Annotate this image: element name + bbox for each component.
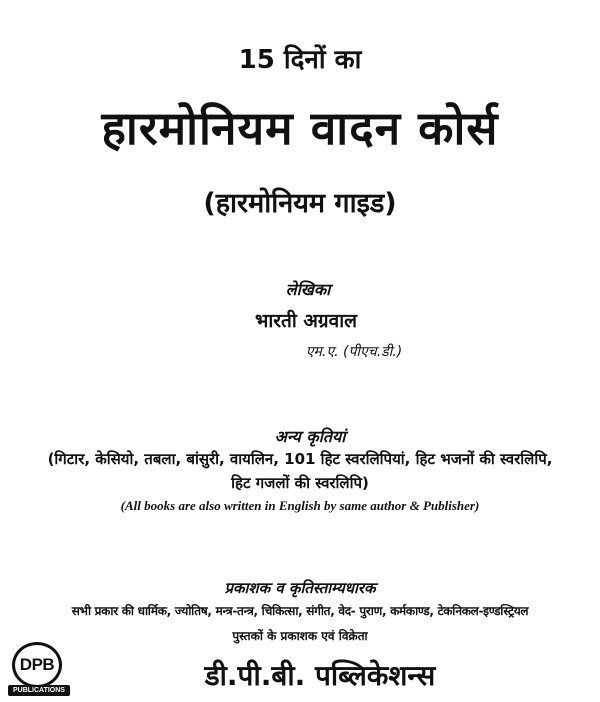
book-guide-subtitle: (हारमोनियम गाइड) bbox=[203, 188, 397, 219]
other-works-label: अन्य कृतियां bbox=[274, 427, 346, 446]
logo-circle bbox=[12, 642, 62, 688]
publisher-label: प्रकाशक व कृतिस्ताम्यधारक bbox=[224, 579, 376, 597]
other-works-line-2: हिट गजलों की स्वरलिपि) bbox=[231, 474, 369, 492]
english-edition-note: (All books are also written in English by same author & Publisher) bbox=[120, 498, 480, 513]
book-title: हारमोनियम वादन कोर्स bbox=[101, 101, 499, 155]
publisher-description-2: पुस्तकों के प्रकाशक एवं विक्रेता bbox=[232, 629, 368, 643]
logo-subtext: PUBLICATIONS bbox=[8, 685, 70, 696]
cover-subtitle: 15 दिनों का bbox=[238, 45, 362, 75]
author-name: भारती अग्रवाल bbox=[254, 310, 357, 332]
publisher-description: सभी प्रकार की धार्मिक, ज्योतिष, मन्त्र-तन्त्र, चिकित्सा, संगीत, वेद- पुराण, कर्मकाण्ड, टेकनिकल-इण्डस्ट्रियल bbox=[71, 604, 529, 618]
author-label: लेखिका bbox=[285, 280, 331, 299]
publisher-name: डी.पी.बी. पब्लिकेशन्स bbox=[204, 659, 436, 692]
other-works-line-1: (गिटार, केसियो, तबला, बांसुरी, वायलिन, 101 हिट स्वरलिपियां, हिट भजनों की स्वरलिपि, bbox=[47, 450, 553, 468]
dpb-logo bbox=[8, 642, 70, 698]
logo-text: DPB bbox=[19, 655, 55, 674]
author-degree: एम.ए. (पीएच.डी.) bbox=[305, 344, 403, 360]
